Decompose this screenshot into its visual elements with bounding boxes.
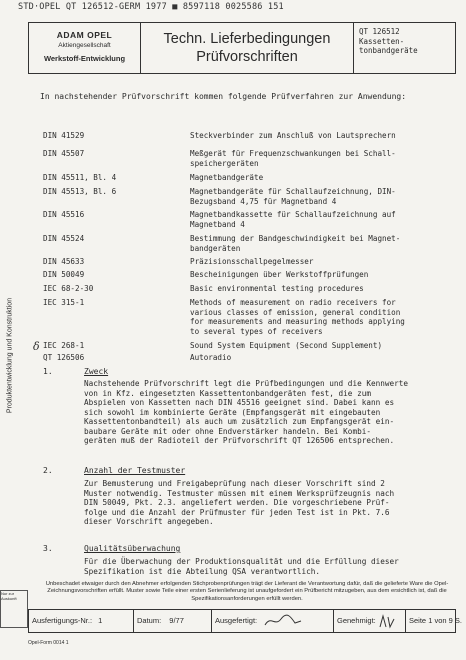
norm-desc: Magnetbandkassette für Schallaufzeichnung auf Magnetband 4 [190, 210, 396, 229]
norm-code: IEC 268-1 [43, 341, 85, 350]
handwritten-mark: δ [33, 340, 40, 353]
norm-code: DIN 45516 [43, 210, 85, 219]
norm-desc: Meßgerät für Frequenzschwankungen bei Schall- speichergeräten [190, 149, 396, 168]
norm-code: DIN 45513, Bl. 6 [43, 187, 117, 196]
section-number: 2. [43, 466, 53, 475]
doc-subject-2: tonbandgeräte [359, 46, 418, 55]
intro-text: In nachstehender Prüfvorschrift kommen folgende Prüfverfahren zur Anwendung: [40, 92, 407, 101]
norm-desc: Magnetbandgeräte [190, 173, 264, 182]
section-text: Für die Überwachung der Produktionsqualität und die Erfüllung dieser Spezifikation ist die Abteilung QSA verantwortlich. [84, 557, 399, 576]
form-number: Opel-Form 0014 1 [28, 640, 69, 646]
norm-desc: Steckverbinder zum Anschluß von Lautsprechern [190, 131, 396, 140]
company-name: ADAM OPEL [56, 30, 113, 40]
signature-ausgefertigt [263, 613, 303, 629]
datum-label: Datum: [137, 616, 162, 625]
stamp [0, 590, 28, 628]
section-text: Nachstehende Prüfvorschrift legt die Prüfbedingungen und die Kennwerte von in Kfz. eingesetzten Kassettentonbandgeräten fest, die zum Abspielen von Kassetten nach DIN 45516 geeignet sind. Dabei kann es sich sowohl im kombinierte Geräte (Empfangsgerät mit eingebauten Kassettentonbandteil) als auch um zusätzlich zum Empfangsgerät ein- baubare Geräte mit oder ohne Endverstärker handeln. Bei Kombi- geräten muß der Radioteil der Prüfvorschrift QT 126506 entsprechen. [84, 379, 408, 445]
norm-code: IEC 315-1 [43, 298, 85, 307]
seite-value: 1 [428, 616, 433, 625]
genehmigt-label: Genehmigt: [337, 616, 376, 625]
side-label [0, 240, 12, 480]
norm-desc: Magnetbandgeräte für Schallaufzeichnung, DIN- Bezugsband 4,75 für Magnetband 4 [190, 187, 396, 206]
title-line-1: Techn. Lieferbedingungen [163, 31, 331, 47]
scan-header-text: STD·OPEL QT 126512-GERM 1977 ■ 8597118 0025586 151 [18, 2, 284, 12]
von-value: 9 S. [448, 616, 462, 625]
datum-cell [134, 610, 212, 632]
title-block [141, 23, 354, 73]
genehmigt-cell [334, 610, 406, 632]
company-sub: Aktiengesellschaft [58, 42, 111, 49]
norm-desc: Methods of measurement on radio receivers for various classes of emission, general condition for measurements and measuring methods applying to several types of receivers [190, 298, 405, 336]
ausgefertigt-label: Ausgefertigt: [215, 616, 258, 625]
norm-code: DIN 45524 [43, 234, 85, 243]
section-title: Qualitätsüberwachung [84, 544, 181, 553]
section-title: Zweck [84, 367, 109, 376]
footer-note: Unbeschadet etwaiger durch den Abnehmer erfolgenden Stichprobenprüfungen trägt der Lieferant die Verantwortung dafür, daß die gelieferte Ware die Opel-Zeichnungsvorschriften erfüllt. Muster sowie Teile einer ersten Serienlieferung ist unaufgefordert ein Prüfbericht mitzugeben, aus dem ersichtlich ist, daß die Spezifikationsanforderungen erfüllt werden. [45, 581, 449, 602]
norm-code: DIN 45507 [43, 149, 85, 158]
scan-header [18, 2, 284, 12]
section-text: Zur Bemusterung und Freigabeprüfung nach dieser Vorschrift sind 2 Muster notwendig. Testmuster müssen mit einem Werksprüfzeugnis nach DIN 50049, Pkt. 2.3. angeliefert werden. Die vorgeschriebene Prüf- folge und die Anzahl der Prüfmuster für jeden Test ist in Pkt. 7.6 dieser Vorschrift angegeben. [84, 479, 395, 526]
section-number: 1. [43, 367, 53, 376]
norm-code: DIN 45511, Bl. 4 [43, 173, 117, 182]
ausfertigung-value: 1 [98, 616, 103, 625]
company-block [29, 23, 141, 73]
seite-cell [406, 610, 462, 632]
seite-label: Seite [409, 616, 427, 625]
norm-desc: Basic environmental testing procedures [190, 284, 364, 293]
norm-desc: Sound System Equipment (Second Supplement) [190, 341, 383, 350]
footer-table [28, 609, 462, 633]
ausgefertigt-cell [212, 610, 334, 632]
doc-id-block [359, 27, 418, 56]
stamp-text: Nur zur Auskunft [1, 591, 17, 601]
norm-desc: Präzisionsschallpegelmesser [190, 257, 314, 266]
norm-desc: Bescheinigungen über Werkstoffprüfungen [190, 270, 369, 279]
title-line-2: Prüfvorschriften [196, 49, 298, 65]
doc-number: QT 126512 [359, 27, 400, 36]
ausfertigung-cell [29, 610, 134, 632]
norm-desc: Autoradio [190, 353, 232, 362]
norm-code: IEC 68-2-30 [43, 284, 94, 293]
signature-genehmigt [378, 613, 396, 629]
norm-desc: Bestimmung der Bandgeschwindigkeit bei Magnet- bandgeräten [190, 234, 401, 253]
department: Werkstoff-Entwicklung [43, 54, 126, 63]
document-header [28, 22, 456, 74]
norm-code: DIN 41529 [43, 131, 85, 140]
von-label: von [434, 616, 447, 625]
section-title: Anzahl der Testmuster [84, 466, 186, 475]
doc-subject-1: Kassetten- [359, 36, 405, 46]
side-label-text: Produktentwicklung und Konstruktion [6, 297, 14, 414]
section-number: 3. [43, 544, 53, 553]
norm-code: QT 126506 [43, 353, 85, 362]
norm-code: DIN 50049 [43, 270, 85, 279]
ausfertigung-label: Ausfertigungs-Nr.: [32, 616, 93, 625]
norm-code: DIN 45633 [43, 257, 85, 266]
datum-value: 9/77 [169, 616, 184, 625]
